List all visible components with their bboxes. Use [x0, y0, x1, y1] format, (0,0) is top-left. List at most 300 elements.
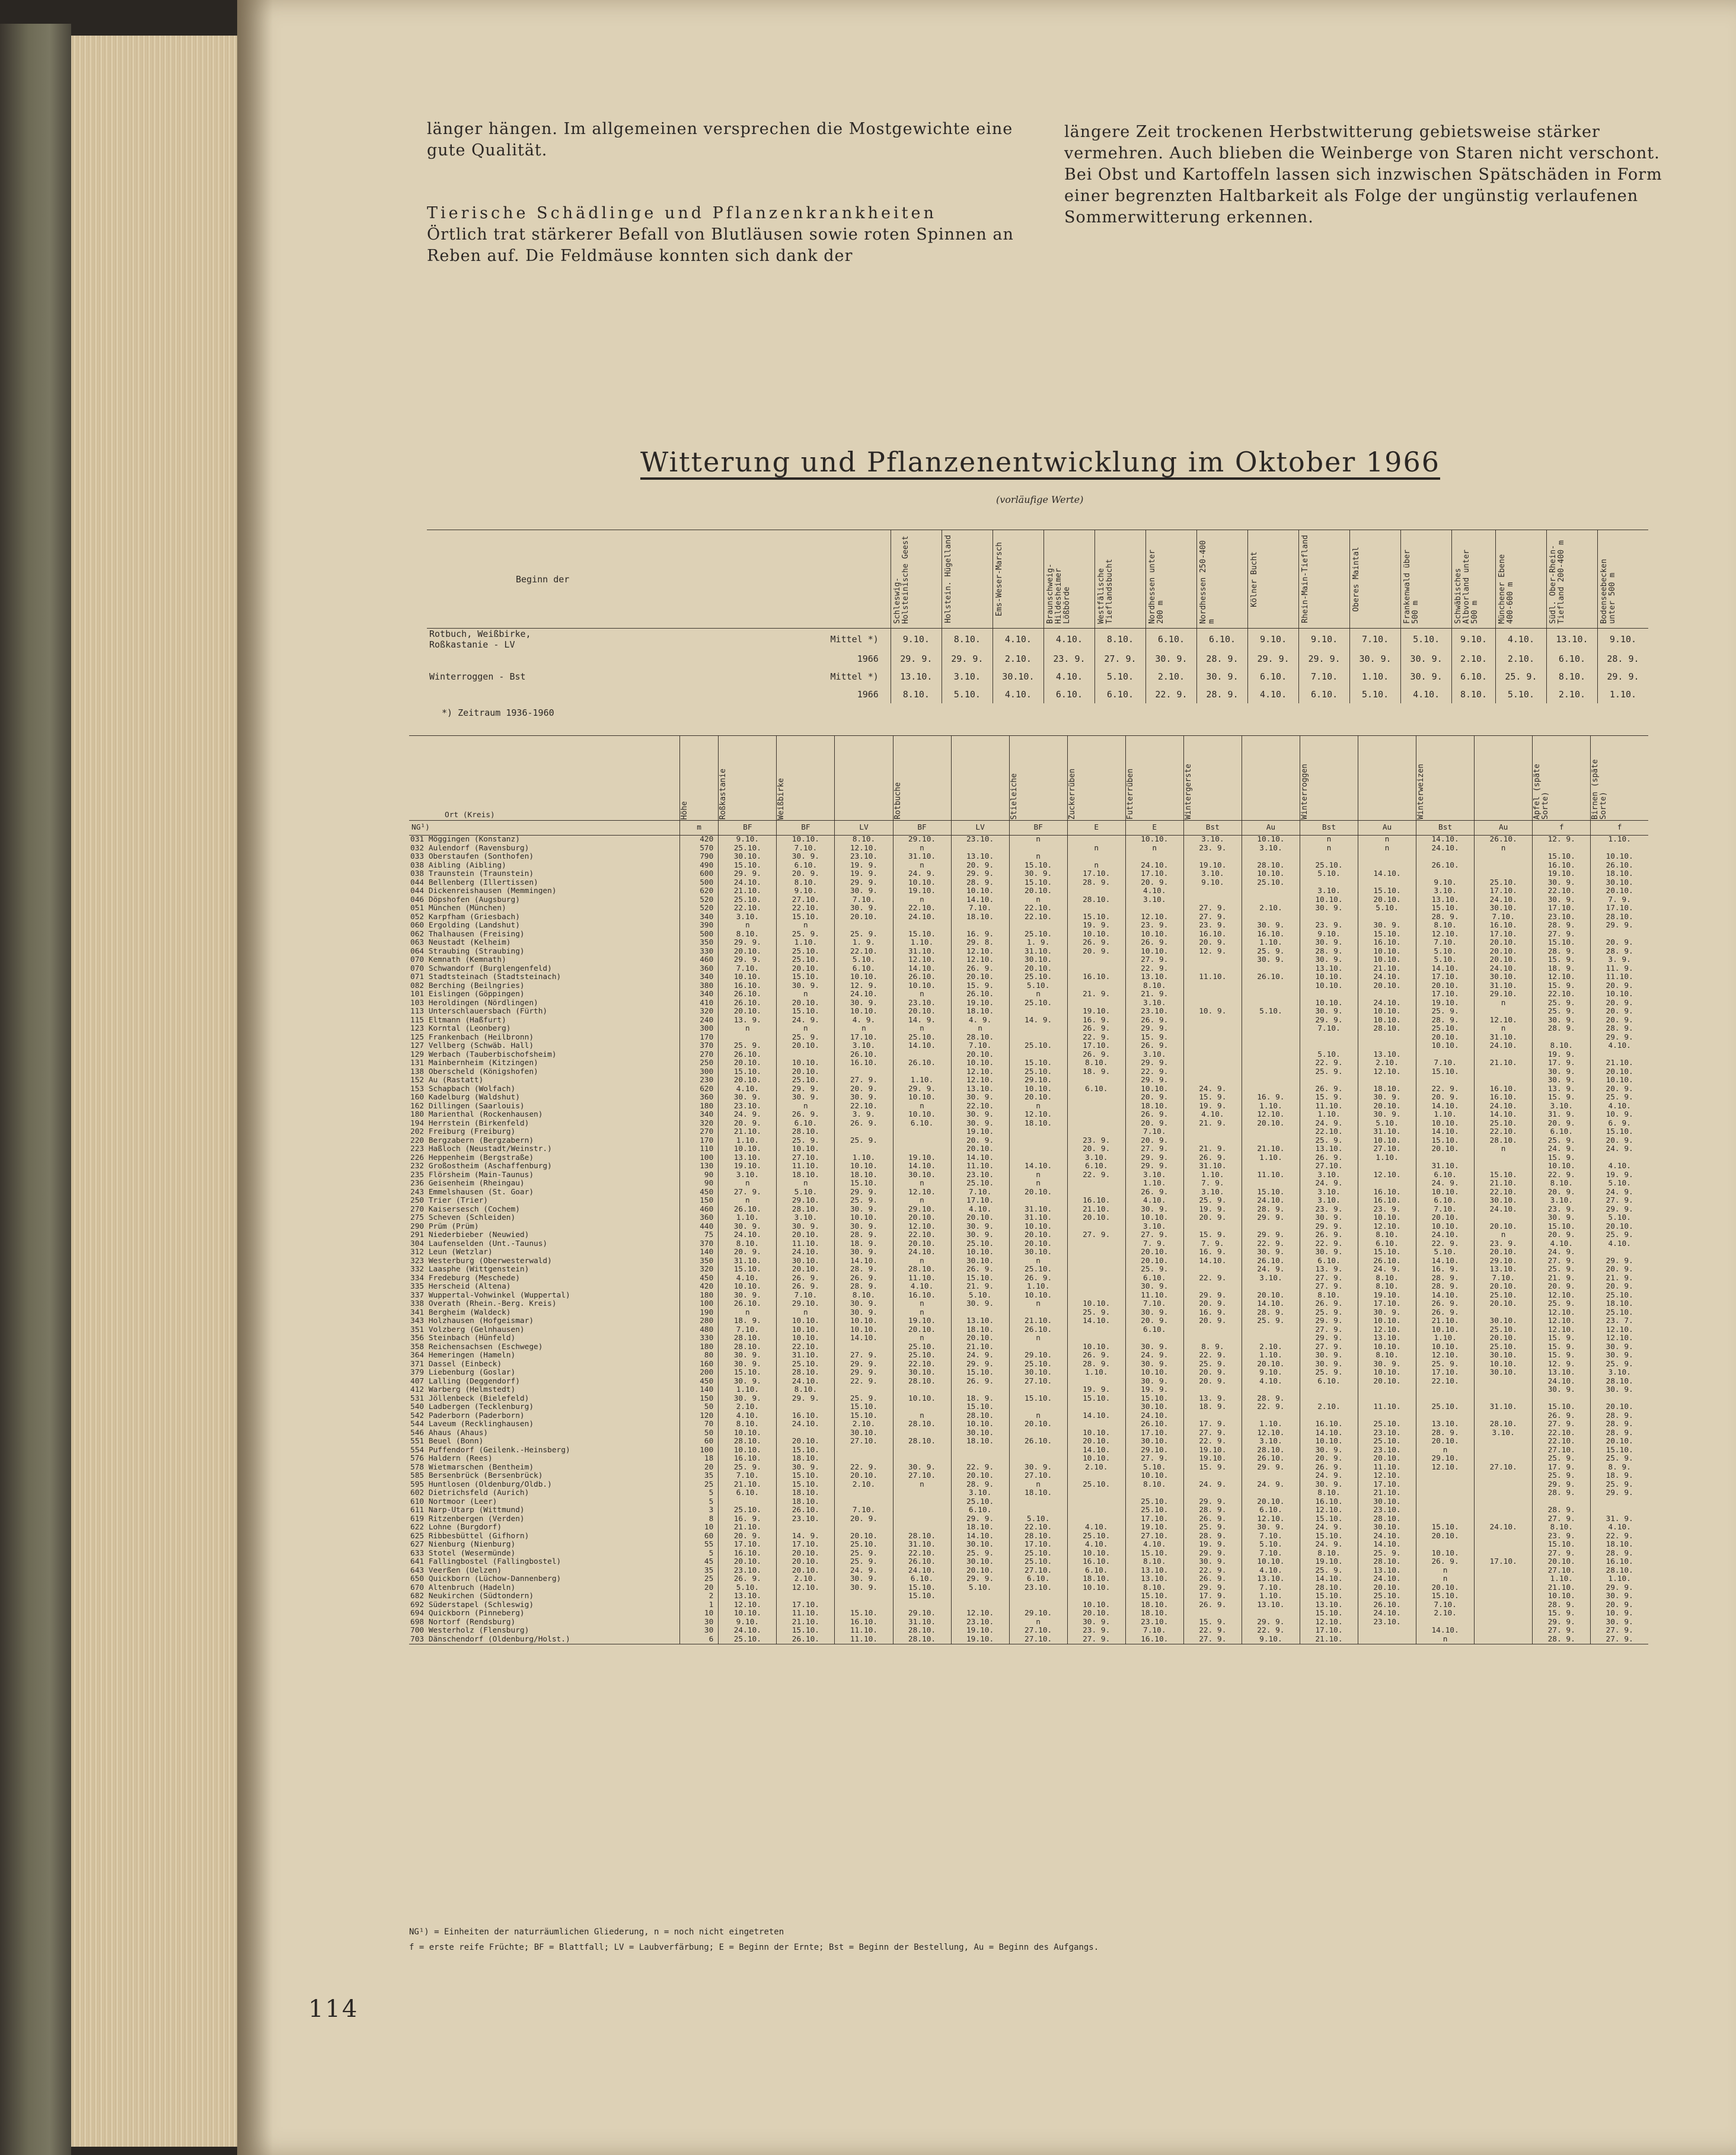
station-date-cell	[1533, 1034, 1591, 1043]
station-date-cell: n	[893, 1102, 951, 1111]
table1-cell: 4.10.	[1043, 629, 1094, 651]
station-date-cell: 12.10.	[1358, 1472, 1416, 1481]
station-name: 371 Dassel (Einbeck)	[410, 1359, 502, 1369]
table-title: Witterung und Pflanzenentwicklung im Oktober 1966	[640, 446, 1440, 478]
station-date-cell: n	[1358, 844, 1416, 853]
station-date-cell: 22.10.	[777, 1343, 835, 1352]
station-name: 236 Geisenheim (Rheingau)	[410, 1179, 525, 1188]
station-date-cell	[1416, 1498, 1475, 1507]
station-date-cell: 29. 9.	[1125, 1154, 1183, 1163]
station-date-cell	[1067, 1257, 1125, 1266]
station-date-cell: 20.10.	[1242, 1360, 1300, 1369]
station-row	[409, 913, 1648, 922]
station-date-cell: 6. 9.	[1591, 1120, 1648, 1128]
station-date-cell: 5.10.	[1416, 956, 1475, 965]
station-date-cell: n	[893, 1481, 951, 1490]
station-date-cell: 23.10.	[719, 1102, 777, 1111]
station-date-cell	[1475, 1472, 1533, 1481]
station-date-cell: 27. 9.	[1300, 1326, 1358, 1335]
station-date-cell	[1358, 1076, 1416, 1085]
station-date-cell: 26.10.	[1475, 836, 1533, 844]
station-row	[409, 1042, 1648, 1051]
station-date-cell	[1183, 1223, 1242, 1232]
station-date-cell: 30.10.	[1009, 956, 1067, 965]
station-date-cell: 20.10.	[777, 1558, 835, 1567]
station-date-cell: 20. 9.	[1591, 939, 1648, 948]
station-date-cell: 10.10.	[1242, 1558, 1300, 1567]
station-date-cell: 30. 9.	[835, 999, 893, 1008]
station-date-cell	[1067, 1326, 1125, 1335]
station-date-cell: 30.10.	[1358, 1523, 1416, 1532]
station-name: 337 Wuppertal-Vohwinkel (Wuppertal)	[410, 1290, 570, 1300]
table1-cell: 7.10.	[1299, 668, 1350, 686]
station-date-cell: 8.10.	[1125, 982, 1183, 991]
station-date-cell	[1067, 1111, 1125, 1120]
station-date-cell: 29. 9.	[951, 870, 1009, 879]
station-elevation: 620	[680, 887, 719, 896]
station-name: 379 Liebenburg (Goslar)	[410, 1368, 516, 1377]
station-date-cell: 9.10.	[1300, 930, 1358, 939]
station-date-cell: 27. 9.	[1183, 904, 1242, 913]
station-date-cell	[1300, 1034, 1358, 1043]
station-date-cell: 15.10.	[1358, 930, 1416, 939]
station-date-cell: 3.10.	[1183, 870, 1242, 879]
station-date-cell: 15. 9.	[1533, 956, 1591, 965]
station-date-cell: 28.10.	[893, 1420, 951, 1429]
station-date-cell: 1.10.	[1300, 1111, 1358, 1120]
station-date-cell: 29. 9.	[1125, 1025, 1183, 1034]
station-date-cell: n	[1358, 836, 1416, 844]
station-date-cell: 20.10.	[1475, 939, 1533, 948]
station-date-cell: 20.10.	[1475, 1223, 1533, 1232]
station-date-cell: 1.10.	[1242, 939, 1300, 948]
station-date-cell: n	[1416, 1567, 1475, 1576]
station-date-cell: 25.10.	[1416, 1025, 1475, 1034]
station-date-cell	[1475, 1627, 1533, 1636]
station-date-cell: 27. 9.	[1125, 1145, 1183, 1154]
station-date-cell: 22.10.	[1300, 1128, 1358, 1137]
station-date-cell: 7.10.	[1125, 1300, 1183, 1309]
station-date-cell	[1475, 1395, 1533, 1404]
station-table	[409, 735, 1648, 1644]
station-date-cell: 26. 9.	[1067, 1025, 1125, 1034]
station-date-cell: 30.10.	[951, 1558, 1009, 1567]
station-date-cell	[1009, 1506, 1067, 1515]
legend-line-2: f = erste reife Früchte; BF = Blattfall; LV = Laubverfärbung; E = Beginn der Ernte; Bst = Beginn der Bestellung, Au = Beginn des Aufgangs.	[409, 1943, 1099, 1952]
station-date-cell: 10.10.	[1591, 853, 1648, 862]
station-date-cell: 20. 9.	[777, 870, 835, 879]
station-date-cell: 15.10.	[1125, 1550, 1183, 1558]
station-date-cell: 3.10.	[1125, 999, 1183, 1008]
station-date-cell: 20. 9.	[1183, 1317, 1242, 1326]
station-date-cell: 24. 9.	[1183, 1085, 1242, 1094]
table1-cell: 9.10.	[891, 629, 942, 651]
station-date-cell: n	[893, 1334, 951, 1343]
station-date-cell: 28. 9.	[1183, 1506, 1242, 1515]
station-date-cell: 14.10.	[1183, 1257, 1242, 1266]
station-date-cell: 20. 9.	[1591, 1265, 1648, 1274]
station-date-cell: 27. 9.	[1125, 956, 1183, 965]
station-date-cell: 20.10.	[1416, 1532, 1475, 1541]
spine-shadow	[237, 0, 273, 2155]
column-name: Äpfel (späte Sorte)	[1533, 764, 1550, 820]
station-date-cell: 26. 9.	[1183, 1575, 1242, 1584]
region-label: Nordhessen unter 200 m	[1147, 549, 1165, 624]
station-date-cell: n	[893, 844, 951, 853]
station-date-cell: 26. 9.	[1183, 1601, 1242, 1610]
station-date-cell: 20.10.	[1358, 896, 1416, 905]
station-name: 622 Lohne (Burgdorf)	[410, 1523, 502, 1532]
station-date-cell: 26.10.	[777, 1506, 835, 1515]
station-date-cell: 17.10.	[1416, 973, 1475, 982]
station-date-cell	[1242, 1068, 1300, 1077]
station-date-cell: 22.10.	[893, 1360, 951, 1369]
station-name: 138 Oberscheld (Königshofen)	[410, 1067, 538, 1076]
station-date-cell	[1009, 1498, 1067, 1507]
station-date-cell: 5.10.	[835, 956, 893, 965]
station-date-cell: 26. 9.	[1009, 1274, 1067, 1283]
table1-cell: 23. 9.	[1043, 650, 1094, 668]
station-date-cell: 2.10.	[1067, 1464, 1125, 1472]
station-date-cell: 3.10.	[1300, 887, 1358, 896]
station-date-cell: 13.10.	[1358, 1567, 1416, 1576]
station-date-cell: 18. 9.	[1183, 1403, 1242, 1412]
station-date-cell: 18.10.	[951, 913, 1009, 922]
station-date-cell: 12.10.	[951, 956, 1009, 965]
station-date-cell: 20. 9.	[835, 1085, 893, 1094]
phenology-mean-table	[427, 530, 1648, 703]
station-date-cell: 24. 9.	[719, 1111, 777, 1120]
station-row	[409, 1498, 1648, 1507]
station-date-cell	[835, 1455, 893, 1464]
station-date-cell: 16.10.	[719, 982, 777, 991]
column-unit: E	[1067, 821, 1125, 836]
station-date-cell: 19.10.	[951, 999, 1009, 1008]
station-date-cell: 30. 9.	[835, 1584, 893, 1593]
station-date-cell: 20.10.	[1358, 1455, 1416, 1464]
station-date-cell	[777, 1403, 835, 1412]
station-date-cell: 25.10.	[1009, 1360, 1067, 1369]
station-row	[409, 1567, 1648, 1576]
station-elevation: 410	[680, 999, 719, 1008]
station-date-cell: 7. 9.	[1183, 1240, 1242, 1249]
station-date-cell: 10.10.	[1067, 1584, 1125, 1593]
column-unit: f	[1591, 821, 1648, 836]
station-date-cell: 10.10.	[1358, 1214, 1416, 1223]
station-date-cell: 24.10.	[1475, 965, 1533, 974]
station-date-cell	[1416, 1489, 1475, 1498]
station-date-cell	[1242, 1334, 1300, 1343]
station-date-cell: 7.10.	[951, 904, 1009, 913]
station-date-cell	[951, 1592, 1009, 1601]
station-date-cell: 24. 9.	[1242, 1265, 1300, 1274]
station-date-cell: 30. 9.	[1183, 1558, 1242, 1567]
table1-cell: 9.10.	[1248, 629, 1299, 651]
station-date-cell: 23.10.	[1358, 1429, 1416, 1438]
station-date-cell: 25.10.	[1591, 1309, 1648, 1318]
column-unit: Bst	[1183, 821, 1242, 836]
station-elevation: 90	[680, 1171, 719, 1180]
station-row	[409, 1395, 1648, 1404]
station-date-cell: 25. 9.	[1533, 999, 1591, 1008]
station-date-cell: 10.10.	[1242, 836, 1300, 844]
station-date-cell: 27. 9.	[1533, 1257, 1591, 1266]
station-date-cell: 14.10.	[1475, 1111, 1533, 1120]
station-name: 335 Herscheid (Altena)	[410, 1282, 511, 1291]
station-date-cell: 29. 9.	[1300, 1317, 1358, 1326]
station-date-cell: 3. 9.	[835, 1111, 893, 1120]
station-date-cell: 15.10.	[1533, 939, 1591, 948]
station-date-cell: 26.10.	[893, 1558, 951, 1567]
station-date-cell: 23.10.	[1358, 1618, 1416, 1627]
station-date-cell: 30. 9.	[1358, 1111, 1416, 1120]
station-date-cell	[1475, 1532, 1533, 1541]
station-date-cell: 15.10.	[1009, 862, 1067, 871]
station-date-cell: 21.10.	[1475, 1059, 1533, 1068]
station-date-cell: 15.10.	[1300, 1592, 1358, 1601]
station-date-cell	[1009, 1128, 1067, 1137]
station-date-cell: 14.10.	[893, 1042, 951, 1051]
station-date-cell	[893, 1498, 951, 1507]
station-date-cell: 14.10.	[1067, 1446, 1125, 1455]
station-date-cell: 22. 9.	[1300, 1059, 1358, 1068]
station-date-cell	[1591, 1506, 1648, 1515]
station-date-cell: 27. 9.	[835, 1076, 893, 1085]
station-date-cell: 28.10.	[1067, 896, 1125, 905]
station-date-cell: 18.10.	[777, 1171, 835, 1180]
station-date-cell: 10. 9.	[1591, 1609, 1648, 1618]
station-date-cell: 12. 9.	[1533, 836, 1591, 844]
station-name: 585 Bersenbrück (Bersenbrück)	[410, 1471, 543, 1480]
station-date-cell	[1009, 1592, 1067, 1601]
station-date-cell: 24. 9.	[1591, 1145, 1648, 1154]
station-elevation: 90	[680, 1179, 719, 1188]
table1-cell: 28. 9.	[1597, 650, 1648, 668]
station-date-cell: 10.10.	[1358, 1343, 1416, 1352]
station-date-cell: 28. 9.	[1533, 1025, 1591, 1034]
station-date-cell	[835, 1386, 893, 1395]
station-elevation: 35	[680, 1567, 719, 1576]
station-date-cell: 4. 9.	[951, 1016, 1009, 1025]
station-elevation: 130	[680, 1162, 719, 1171]
station-date-cell	[1475, 870, 1533, 879]
station-date-cell: 30. 9.	[719, 1094, 777, 1102]
station-date-cell: 23.10.	[1125, 1618, 1183, 1627]
station-date-cell: 10.10.	[1533, 1162, 1591, 1171]
station-date-cell: 30. 9.	[893, 1464, 951, 1472]
station-date-cell: 29. 9.	[951, 1575, 1009, 1584]
station-date-cell: 13.10.	[1416, 896, 1475, 905]
station-date-cell: 4.10.	[1591, 1162, 1648, 1171]
station-date-cell: 17.10.	[1358, 1481, 1416, 1490]
station-elevation: 390	[680, 922, 719, 930]
station-date-cell: 30. 9.	[835, 1223, 893, 1232]
station-date-cell	[893, 1446, 951, 1455]
station-date-cell: 23. 9.	[1300, 1206, 1358, 1214]
station-date-cell: 6.10.	[1009, 1575, 1067, 1584]
station-date-cell: 7.10.	[777, 844, 835, 853]
station-date-cell: 30. 9.	[1300, 1481, 1358, 1490]
station-date-cell: 15.10.	[893, 930, 951, 939]
station-date-cell: 21. 9.	[951, 1283, 1009, 1292]
station-date-cell	[1067, 982, 1125, 991]
station-date-cell: 26.10.	[893, 1059, 951, 1068]
station-date-cell	[1009, 922, 1067, 930]
station-row	[409, 1206, 1648, 1214]
station-date-cell: 8.10.	[719, 1420, 777, 1429]
station-date-cell: 22.10.	[719, 904, 777, 913]
station-date-cell: 10.10.	[1358, 1008, 1416, 1016]
station-date-cell: 7.10.	[1416, 1206, 1475, 1214]
station-date-cell: 21. 9.	[1067, 990, 1125, 999]
station-elevation: 1	[680, 1601, 719, 1610]
station-date-cell: 20.10.	[1009, 1240, 1067, 1249]
station-date-cell: 29.10.	[1009, 1076, 1067, 1085]
station-row	[409, 1231, 1648, 1240]
station-date-cell: 6.10.	[719, 1489, 777, 1498]
station-date-cell: 25.10.	[1591, 1292, 1648, 1300]
station-date-cell: 29. 9.	[1242, 1214, 1300, 1223]
station-date-cell: 30. 9.	[1358, 922, 1416, 930]
station-date-cell	[1475, 1506, 1533, 1515]
station-date-cell	[893, 1137, 951, 1146]
station-row	[409, 1094, 1648, 1102]
station-date-cell: 13.10.	[951, 853, 1009, 862]
station-date-cell: 14.10.	[951, 896, 1009, 905]
station-date-cell: 14. 9.	[1009, 1016, 1067, 1025]
station-row	[409, 1162, 1648, 1171]
station-date-cell: 16.10.	[719, 1550, 777, 1558]
station-date-cell	[1242, 1223, 1300, 1232]
station-row	[409, 1481, 1648, 1490]
station-date-cell	[1358, 1034, 1416, 1043]
station-date-cell: 12.10.	[1300, 1506, 1358, 1515]
station-date-cell: 28. 9.	[1183, 1532, 1242, 1541]
station-date-cell	[1475, 1437, 1533, 1446]
station-date-cell: 30. 9.	[719, 1292, 777, 1300]
station-date-cell	[1533, 844, 1591, 853]
station-date-cell	[1300, 1076, 1358, 1085]
station-date-cell: 7.10.	[1475, 913, 1533, 922]
region-label: Kölner Bucht	[1250, 551, 1259, 607]
station-date-cell: n	[1300, 836, 1358, 844]
station-date-cell: 8.10.	[1358, 1283, 1416, 1292]
station-date-cell: 22. 9.	[835, 1378, 893, 1386]
station-row	[409, 904, 1648, 913]
station-date-cell: 23.10.	[951, 836, 1009, 844]
station-date-cell: 30. 9.	[835, 1248, 893, 1257]
station-date-cell: 10.10.	[1125, 1085, 1183, 1094]
station-elevation: 360	[680, 1094, 719, 1102]
station-date-cell: 29. 9.	[1183, 1550, 1242, 1558]
station-date-cell: 31.10.	[893, 1541, 951, 1550]
station-date-cell: 1. 9.	[1009, 939, 1067, 948]
station-date-cell	[1183, 1489, 1242, 1498]
station-date-cell: n	[893, 862, 951, 871]
station-date-cell: 10.10.	[1067, 1343, 1125, 1352]
station-date-cell: 25. 9.	[1125, 1265, 1183, 1274]
station-date-cell: 22. 9.	[835, 1464, 893, 1472]
station-date-cell: 22.10.	[893, 904, 951, 913]
region-header	[891, 530, 942, 629]
station-date-cell: 5.10.	[1358, 1120, 1416, 1128]
station-date-cell: 4.10.	[951, 1206, 1009, 1214]
station-row	[409, 1386, 1648, 1395]
station-date-cell: 20.10.	[1475, 1334, 1533, 1343]
table1-cell: 6.10.	[1197, 629, 1248, 651]
station-date-cell: n	[777, 1102, 835, 1111]
station-date-cell: 19.10.	[893, 887, 951, 896]
station-date-cell: 10.10.	[835, 1162, 893, 1171]
station-date-cell: 30. 9.	[1125, 1283, 1183, 1292]
station-date-cell: 14.10.	[1067, 1412, 1125, 1421]
station-date-cell: 26.10.	[1125, 1420, 1183, 1429]
station-row	[409, 1085, 1648, 1094]
station-date-cell: 15.10.	[1242, 1188, 1300, 1197]
station-date-cell	[1067, 1102, 1125, 1111]
station-date-cell: 3.10.	[1125, 896, 1183, 905]
station-date-cell: 20. 9.	[1125, 1317, 1183, 1326]
station-date-cell: 17. 9.	[1183, 1420, 1242, 1429]
station-date-cell: 20. 9.	[1591, 999, 1648, 1008]
station-date-cell: 26. 9.	[1300, 1231, 1358, 1240]
table1-row	[427, 629, 1648, 651]
station-date-cell	[1009, 1137, 1067, 1146]
station-date-cell: 12.10.	[1009, 1111, 1067, 1120]
station-date-cell: 12.10.	[1358, 1068, 1416, 1077]
station-date-cell: 11.10.	[1358, 1464, 1416, 1472]
station-date-cell: 30. 9.	[1300, 1351, 1358, 1360]
station-date-cell: 7.10.	[1416, 1601, 1475, 1610]
station-date-cell: 10. 9.	[1183, 1008, 1242, 1016]
station-date-cell: 8.10.	[835, 836, 893, 844]
station-date-cell: 14.10.	[1416, 1627, 1475, 1636]
station-date-cell	[1067, 1188, 1125, 1197]
station-date-cell: 26. 9.	[1125, 939, 1183, 948]
station-date-cell: 3.10.	[1300, 1197, 1358, 1206]
station-date-cell: 27.10.	[1125, 1532, 1183, 1541]
station-date-cell: 17.10.	[1475, 1558, 1533, 1567]
station-date-cell: 6.10.	[951, 1506, 1009, 1515]
station-date-cell: 15. 9.	[1183, 1094, 1242, 1102]
station-date-cell: 30.10.	[1009, 1248, 1067, 1257]
station-date-cell: 4.10.	[893, 1283, 951, 1292]
station-date-cell: 8.10.	[1416, 922, 1475, 930]
station-date-cell: 7.10.	[835, 1506, 893, 1515]
station-date-cell	[1358, 1412, 1416, 1421]
station-date-cell: 28. 9.	[1591, 1550, 1648, 1558]
station-date-cell: 20.10.	[1533, 1558, 1591, 1567]
station-row	[409, 1360, 1648, 1369]
station-date-cell: 4.10.	[1125, 1541, 1183, 1550]
station-date-cell: 5.10.	[951, 1584, 1009, 1593]
station-date-cell	[1475, 1386, 1533, 1395]
station-name: 063 Neustadt (Kelheim)	[410, 938, 511, 947]
station-date-cell: 20. 9.	[951, 1137, 1009, 1146]
station-date-cell: 12.10.	[1416, 930, 1475, 939]
station-date-cell	[1475, 1541, 1533, 1550]
station-date-cell: 24.10.	[1475, 1102, 1533, 1111]
station-date-cell: 19. 9.	[835, 862, 893, 871]
station-date-cell: 17.10.	[1533, 904, 1591, 913]
station-date-cell: 31.10.	[1009, 1206, 1067, 1214]
station-date-cell: 19. 9.	[1067, 922, 1125, 930]
station-date-cell	[1183, 1034, 1242, 1043]
station-elevation: 190	[680, 1309, 719, 1318]
station-date-cell: n	[1009, 1334, 1067, 1343]
station-date-cell: 16.10.	[1591, 1558, 1648, 1567]
table1-row-label	[427, 629, 719, 651]
